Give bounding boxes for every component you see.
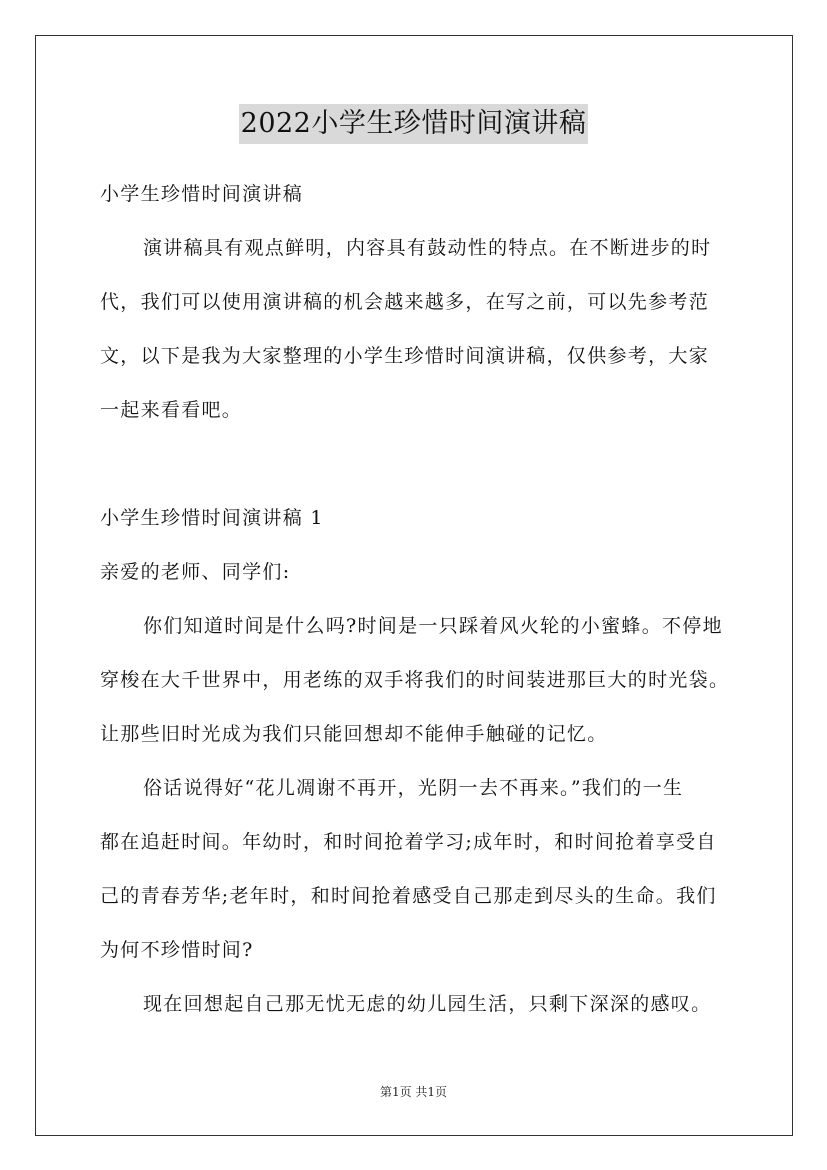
- paragraph-line: 让那些旧时光成为我们只能回想却不能伸手触碰的记忆。: [100, 723, 608, 745]
- intro-line: 演讲稿具有观点鲜明，内容具有鼓动性的特点。在不断进步的时: [143, 237, 712, 259]
- salutation: 亲爱的老师、同学们:: [100, 561, 291, 583]
- page-footer: 第1页 共1页: [379, 1085, 448, 1099]
- intro-line: 一起来看看吧。: [100, 399, 243, 421]
- section-heading: 小学生珍惜时间演讲稿 1: [100, 507, 324, 529]
- paragraph-line: 己的青春芳华;老年时，和时间抢着感受自己那走到尽头的生命。我们: [100, 885, 717, 907]
- paragraph-line: 现在回想起自己那无忧无虑的幼儿园生活，只剩下深深的感叹。: [143, 993, 712, 1015]
- intro-line: 代，我们可以使用演讲稿的机会越来越多，在写之前，可以先参考范: [100, 291, 710, 313]
- paragraph-line: 都在追赶时间。年幼时，和时间抢着学习;成年时，和时间抢着享受自: [100, 831, 717, 853]
- paragraph-line: 为何不珍惜时间?: [100, 939, 254, 961]
- paragraph-line: 俗话说得好“花儿凋谢不再开，光阴一去不再来。”我们的一生: [143, 777, 684, 799]
- paragraph-line: 你们知道时间是什么吗?时间是一只踩着风火轮的小蜜蜂。不停地: [143, 615, 723, 637]
- paragraph-line: 穿梭在大千世界中，用老练的双手将我们的时间装进那巨大的时光袋。: [100, 669, 730, 691]
- document-title: 2022小学生珍惜时间演讲稿: [239, 104, 589, 144]
- intro-line: 文，以下是我为大家整理的小学生珍惜时间演讲稿，仅供参考，大家: [100, 345, 710, 367]
- title-container: [0, 104, 827, 144]
- document-subtitle: 小学生珍惜时间演讲稿: [100, 183, 304, 205]
